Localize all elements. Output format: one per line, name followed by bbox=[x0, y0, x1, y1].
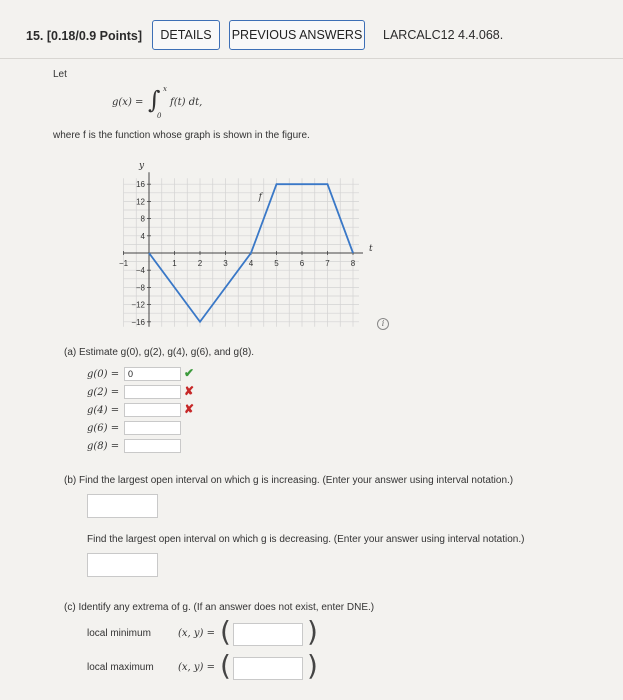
y-tick-label: −4 bbox=[135, 266, 145, 276]
incorrect-x-icon: ✘ bbox=[184, 402, 195, 416]
part-a-prompt: (a) Estimate g(0), g(2), g(4), g(6), and g(8). bbox=[64, 347, 255, 358]
part-c-prompt: (c) Identify any extrema of g. (If an answer does not exist, enter DNE.) bbox=[64, 602, 375, 613]
local-maximum-label: local maximum bbox=[87, 662, 154, 673]
x-tick-label: 1 bbox=[172, 259, 177, 268]
close-paren: ) bbox=[307, 649, 318, 682]
x-tick-label: 2 bbox=[197, 259, 203, 268]
decreasing-interval-input[interactable] bbox=[87, 553, 158, 577]
part-b-increasing-prompt: (b) Find the largest open interval on which g is increasing. (Enter your answer using interval notation.) bbox=[64, 475, 514, 486]
g2-label: g(2) = bbox=[87, 387, 120, 398]
y-axis-label: y bbox=[139, 161, 145, 172]
integral-upper-limit: x bbox=[163, 85, 167, 93]
question-number: 15. [0.18/0.9 Points] bbox=[26, 29, 143, 43]
local-minimum-label: local minimum bbox=[87, 628, 151, 639]
y-tick-label: −8 bbox=[135, 283, 145, 293]
open-paren: ( bbox=[220, 615, 231, 648]
g2-input[interactable] bbox=[124, 385, 181, 399]
x-tick-label: 4 bbox=[248, 259, 254, 268]
x-tick-label: 8 bbox=[350, 259, 356, 268]
part-b-decreasing-prompt: Find the largest open interval on which g is decreasing. (Enter your answer using interval notation.) bbox=[87, 534, 525, 545]
g6-input[interactable] bbox=[124, 421, 181, 435]
let-label: Let bbox=[53, 69, 67, 80]
increasing-interval-input[interactable] bbox=[87, 494, 158, 518]
y-tick-label: 12 bbox=[136, 197, 145, 207]
problem-reference: LARCALC12 4.4.068. bbox=[383, 28, 504, 42]
x-tick-label: 7 bbox=[325, 259, 330, 268]
y-tick-label: 16 bbox=[136, 180, 145, 190]
integrand: f(t) dt, bbox=[170, 97, 203, 108]
y-tick-label: −12 bbox=[131, 300, 145, 310]
x-tick-label: 6 bbox=[299, 259, 305, 268]
x-axis-label: t bbox=[369, 244, 373, 254]
y-tick-label: 4 bbox=[140, 231, 145, 241]
incorrect-x-icon: ✘ bbox=[184, 384, 195, 398]
x-tick-label: 5 bbox=[274, 259, 279, 268]
function-lhs: g(x) = bbox=[112, 97, 144, 108]
close-paren: ) bbox=[307, 615, 318, 648]
integral-lower-limit: 0 bbox=[157, 112, 162, 120]
y-tick-label: −16 bbox=[131, 317, 145, 327]
local-maximum-input[interactable] bbox=[233, 657, 303, 680]
graph-description: where f is the function whose graph is shown in the figure. bbox=[53, 130, 310, 141]
g0-label: g(0) = bbox=[87, 369, 120, 380]
header-divider bbox=[0, 58, 623, 59]
x-tick-label: −1 bbox=[118, 259, 129, 268]
previous-answers-button[interactable]: PREVIOUS ANSWERS bbox=[229, 20, 365, 50]
g8-input[interactable] bbox=[124, 439, 181, 453]
open-paren: ( bbox=[220, 649, 231, 682]
function-definition bbox=[112, 85, 232, 124]
xy-label: (x, y) = bbox=[178, 628, 216, 639]
x-tick-label: 3 bbox=[223, 259, 228, 268]
xy-label: (x, y) = bbox=[178, 662, 216, 673]
g4-label: g(4) = bbox=[87, 405, 120, 416]
info-icon[interactable]: i bbox=[377, 318, 389, 330]
g0-input[interactable] bbox=[124, 367, 181, 381]
g4-input[interactable] bbox=[124, 403, 181, 417]
integral-sign: ∫ bbox=[148, 86, 161, 114]
y-tick-label: 8 bbox=[140, 214, 145, 224]
details-button[interactable]: DETAILS bbox=[152, 20, 220, 50]
g8-label: g(8) = bbox=[87, 441, 120, 452]
correct-check-icon: ✔ bbox=[184, 366, 195, 380]
f-curve bbox=[149, 184, 353, 322]
local-minimum-input[interactable] bbox=[233, 623, 303, 646]
curve-label: f bbox=[258, 192, 262, 203]
g6-label: g(6) = bbox=[87, 423, 120, 434]
